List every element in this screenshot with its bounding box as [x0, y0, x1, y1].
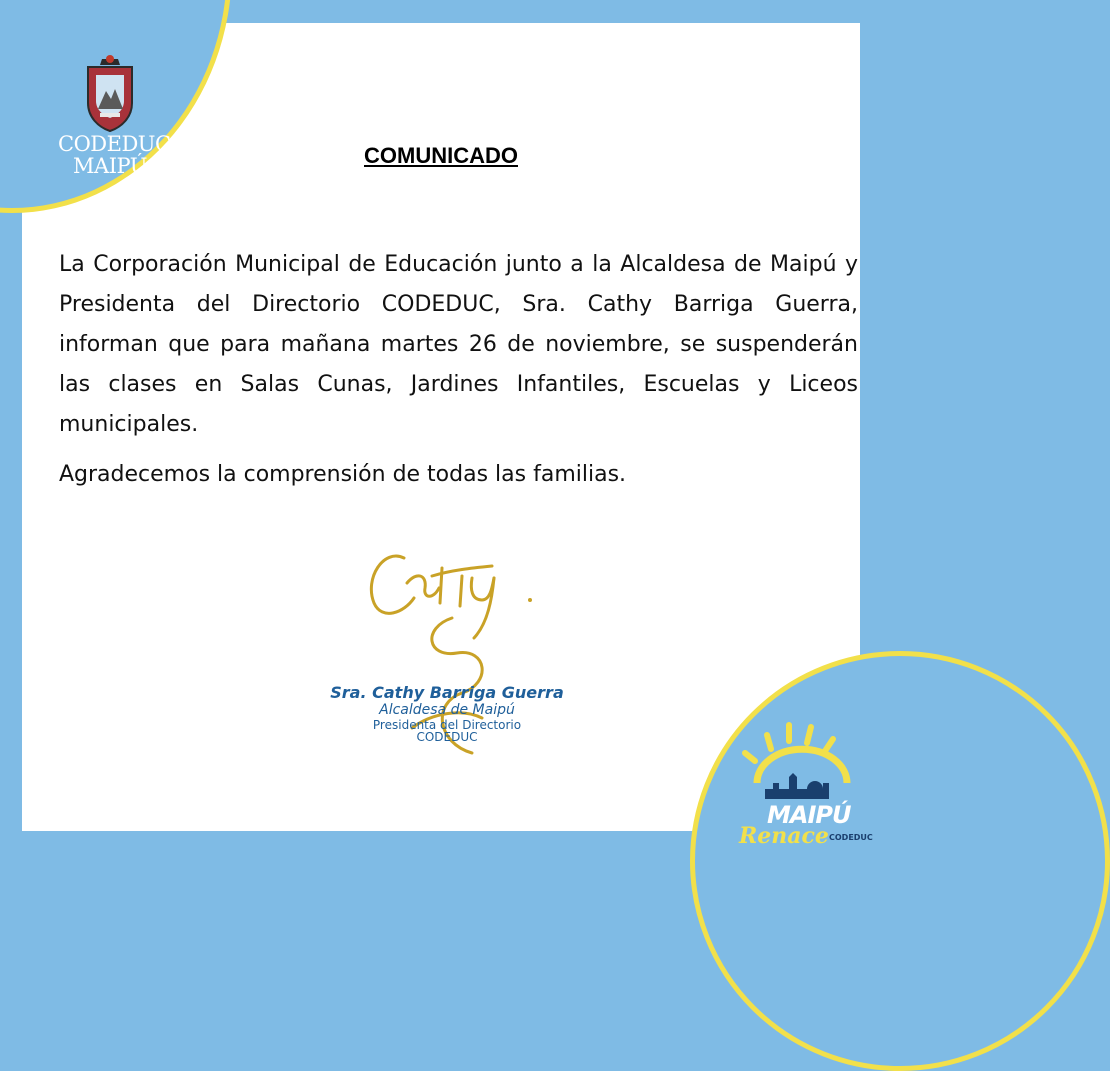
signer-org: CODEDUC: [416, 730, 478, 744]
document-title: COMUNICADO: [364, 143, 518, 168]
announcement-paragraph: La Corporación Municipal de Educación junto a la Alcaldesa de Maipú y Presidenta del Directorio CODEDUC, Sra. Cathy Barriga Guerra, informan que para mañana martes 26 de noviembre, se suspenderán las clases en Salas Cunas, Jardines Infantiles, Escuelas y Liceos municipales.: [59, 252, 858, 437]
logo-text-codeduc: CODEDUC: [58, 132, 171, 156]
maipu-renace-logo: [737, 723, 873, 853]
closing-sentence: Agradecemos la comprensión de todas las familias.: [59, 462, 627, 487]
footer-logo-maipu: MAIPÚ: [767, 801, 851, 829]
maipu-crest-icon: [80, 53, 140, 133]
sun-skyline-icon: [737, 723, 862, 813]
footer-logo-codeduc: CODEDUC: [829, 833, 873, 842]
logo-text-maipu: MAIPÚ: [73, 154, 147, 178]
corner-decoration-bottom-right: [690, 651, 1110, 1071]
signer-role-secondary: Presidenta del Directorio: [372, 718, 522, 732]
signer-name: Sra. Cathy Barriga Guerra: [330, 683, 564, 702]
signer-role: Alcaldesa de Maipú: [379, 702, 515, 718]
signer-block: [322, 683, 572, 744]
document-sheet: [22, 23, 873, 849]
footer-logo-renace: Renace: [739, 823, 829, 849]
